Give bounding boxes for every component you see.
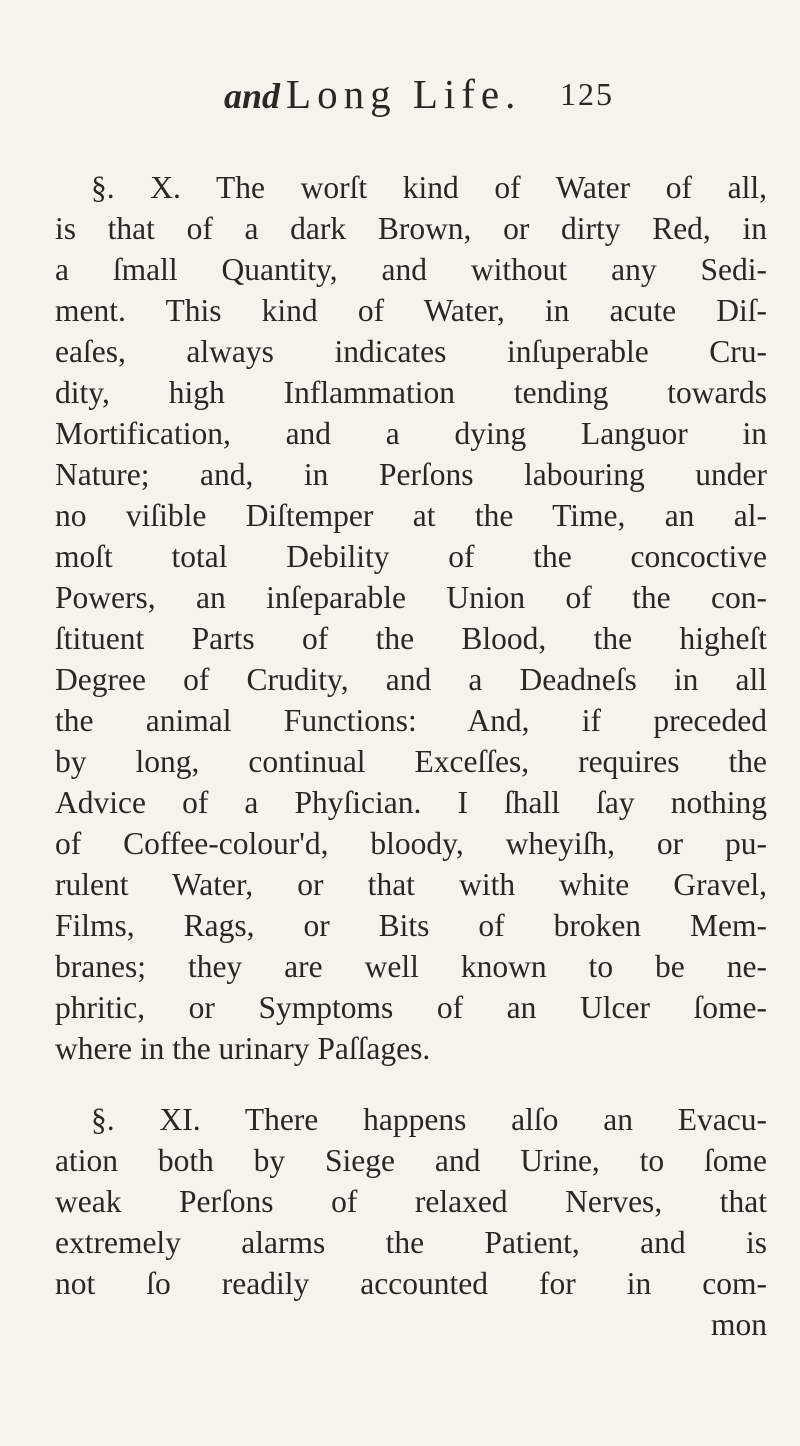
catchword: mon: [710, 1307, 767, 1342]
running-header: [224, 68, 624, 122]
text-line: where in the urinary Paſſages.: [55, 1031, 431, 1066]
text-line: ation both by Siege and Urine, to ſome: [55, 1143, 767, 1178]
text-line: Powers, an inſeparable Union of the con-: [55, 580, 767, 615]
header-and: and: [224, 76, 281, 116]
text-line: branes; they are well known to be ne-: [55, 949, 767, 984]
text-line: the animal Functions: And, if preceded: [55, 703, 767, 738]
text-line: weak Perſons of relaxed Nerves, that: [55, 1184, 767, 1219]
text-line: eaſes, always indicates inſuperable Cru-: [55, 334, 767, 369]
text-line: phritic, or Symptoms of an Ulcer ſome-: [55, 990, 767, 1025]
text-line: Degree of Crudity, and a Deadneſs in all: [55, 662, 767, 697]
text-line: Mortification, and a dying Languor in: [55, 416, 767, 451]
text-line: no viſible Diſtemper at the Time, an al-: [55, 498, 767, 533]
text-line: Nature; and, in Perſons labouring under: [55, 457, 767, 492]
text-line: not ſo readily accounted for in com-: [55, 1266, 767, 1301]
text-line: extremely alarms the Patient, and is: [55, 1225, 767, 1260]
text-line: Advice of a Phyſician. I ſhall ſay nothing: [55, 785, 767, 820]
text-line: is that of a dark Brown, or dirty Red, in: [55, 211, 767, 246]
text-line: by long, continual Exceſſes, requires the: [55, 744, 767, 779]
text-line: Films, Rags, or Bits of broken Mem-: [55, 908, 767, 943]
text-line: ſtituent Parts of the Blood, the higheſt: [55, 621, 767, 656]
text-line: a ſmall Quantity, and without any Sedi-: [55, 252, 767, 287]
text-line: dity, high Inflammation tending towards: [55, 375, 767, 410]
text-line: §. X. The worſt kind of Water of all,: [91, 170, 767, 205]
text-line: ment. This kind of Water, in acute Diſ-: [55, 293, 767, 328]
text-line: §. XI. There happens alſo an Evacu-: [91, 1102, 767, 1137]
text-line: of Coffee-colour'd, bloody, wheyiſh, or pu-: [55, 826, 767, 861]
text-line: rulent Water, or that with white Gravel,: [55, 867, 767, 902]
text-line: moſt total Debility of the concoctive: [55, 539, 767, 574]
header-title: Long Life.: [286, 71, 522, 117]
page-number: 125: [560, 76, 614, 112]
